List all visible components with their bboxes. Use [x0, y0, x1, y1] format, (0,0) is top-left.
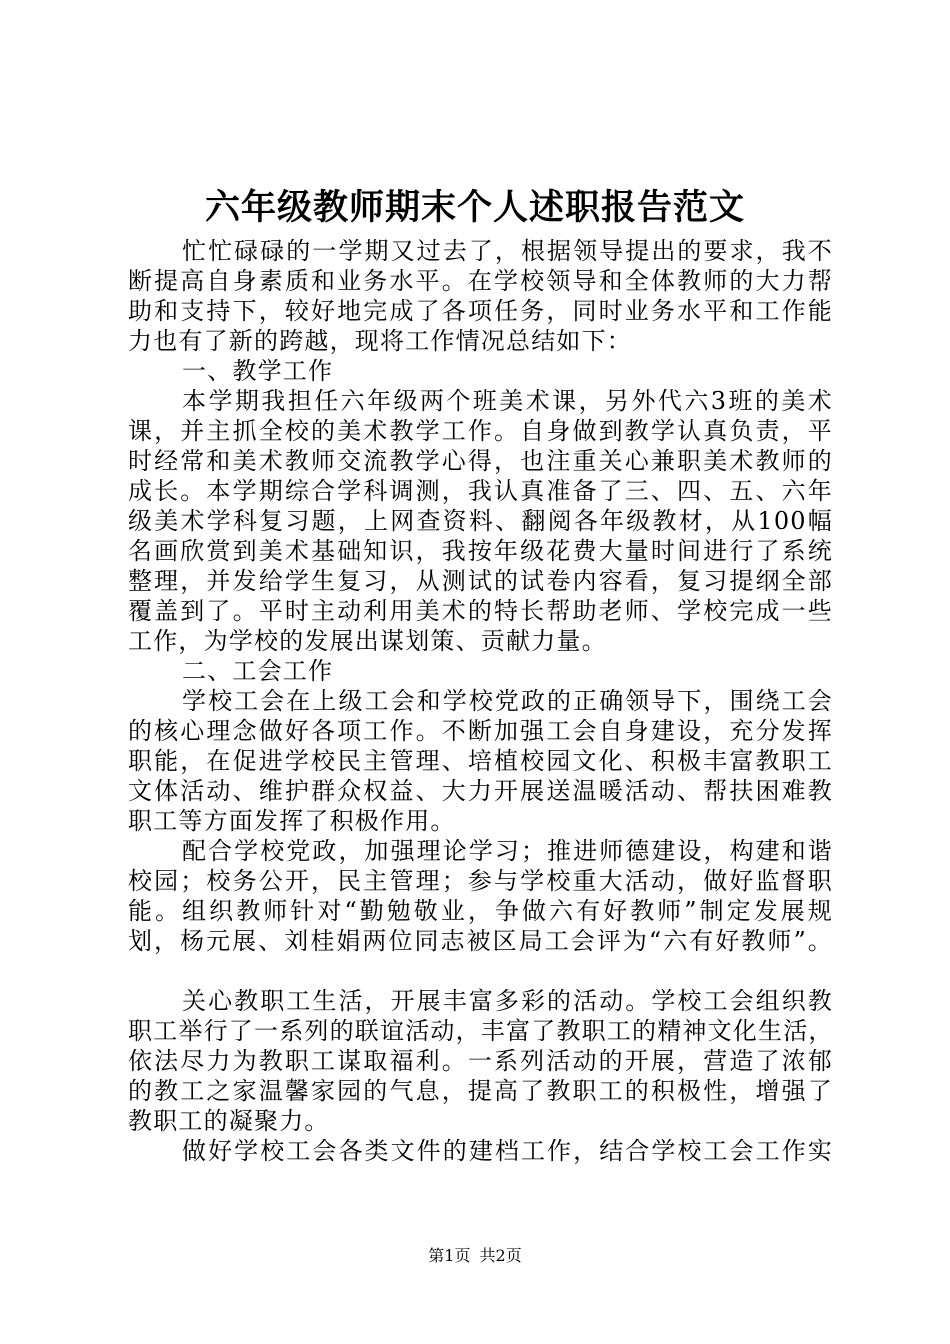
text-line: 职能，在促进学校民主管理、培植校园文化、积极丰富教职工 [128, 747, 833, 775]
text-line: 划，杨元展、刘桂娟两位同志被区局工会评为“六有好教师”。 [128, 927, 833, 955]
text-line: 助和支持下，较好地完成了各项任务，同时业务水平和工作能 [128, 297, 833, 325]
text-line: 能。组织教师针对“勤勉敬业，争做六有好教师”制定发展规 [128, 897, 833, 925]
text-line: 力也有了新的跨越，现将工作情况总结如下： [128, 327, 632, 355]
text-line: 二、工会工作 [182, 657, 334, 685]
document-body [128, 236, 833, 1166]
text-line: 职工等方面发挥了积极作用。 [128, 807, 456, 835]
text-line: 名画欣赏到美术基础知识，我按年级花费大量时间进行了系统 [128, 537, 833, 565]
blank-line [128, 956, 833, 986]
text-line: 文体活动、维护群众权益、大力开展送温暖活动、帮扶困难教 [128, 777, 833, 805]
text-line: 成长。本学期综合学科调测，我认真准备了三、四、五、六年 [128, 477, 833, 505]
text-line: 课，并主抓全校的美术教学工作。自身做到教学认真负责，平 [128, 417, 833, 445]
text-line: 做好学校工会各类文件的建档工作，结合学校工会工作实 [182, 1137, 833, 1165]
page-total: 共2页 [479, 1246, 522, 1265]
text-line: 断提高自身素质和业务水平。在学校领导和全体教师的大力帮 [128, 267, 833, 295]
text-line: 工作，为学校的发展出谋划策、贡献力量。 [128, 627, 607, 655]
text-line: 本学期我担任六年级两个班美术课，另外代六3班的美术 [182, 387, 833, 415]
text-line: 配合学校党政，加强理论学习；推进师德建设，构建和谐 [182, 837, 833, 865]
text-line: 的核心理念做好各项工作。不断加强工会自身建设，充分发挥 [128, 717, 833, 745]
text-line: 的教工之家温馨家园的气息，提高了教职工的积极性，增强了 [128, 1077, 833, 1105]
page-number: 第1页 [428, 1246, 471, 1265]
text-line: 关心教职工生活，开展丰富多彩的活动。学校工会组织教 [182, 987, 833, 1015]
text-line: 学校工会在上级工会和学校党政的正确领导下，围绕工会 [182, 687, 833, 715]
text-line: 依法尽力为教职工谋取福利。一系列活动的开展，营造了浓郁 [128, 1047, 833, 1075]
text-line: 忙忙碌碌的一学期又过去了，根据领导提出的要求，我不 [182, 237, 833, 265]
text-line: 一、教学工作 [182, 357, 334, 385]
text-line: 时经常和美术教师交流教学心得，也注重关心兼职美术教师的 [128, 447, 833, 475]
document-title: 六年级教师期末个人述职报告范文 [204, 187, 745, 228]
text-line: 级美术学科复习题，上网查资料、翻阅各年级教材，从100幅 [128, 507, 833, 535]
text-line: 校园；校务公开，民主管理；参与学校重大活动，做好监督职 [128, 867, 833, 895]
text-line: 覆盖到了。平时主动利用美术的特长帮助老师、学校完成一些 [128, 597, 833, 625]
text-line: 整理，并发给学生复习，从测试的试卷内容看，复习提纲全部 [128, 567, 833, 595]
text-line: 教职工的凝聚力。 [128, 1107, 330, 1135]
page-footer [0, 1246, 950, 1266]
text-line: 职工举行了一系列的联谊活动，丰富了教职工的精神文化生活， [128, 1017, 834, 1045]
